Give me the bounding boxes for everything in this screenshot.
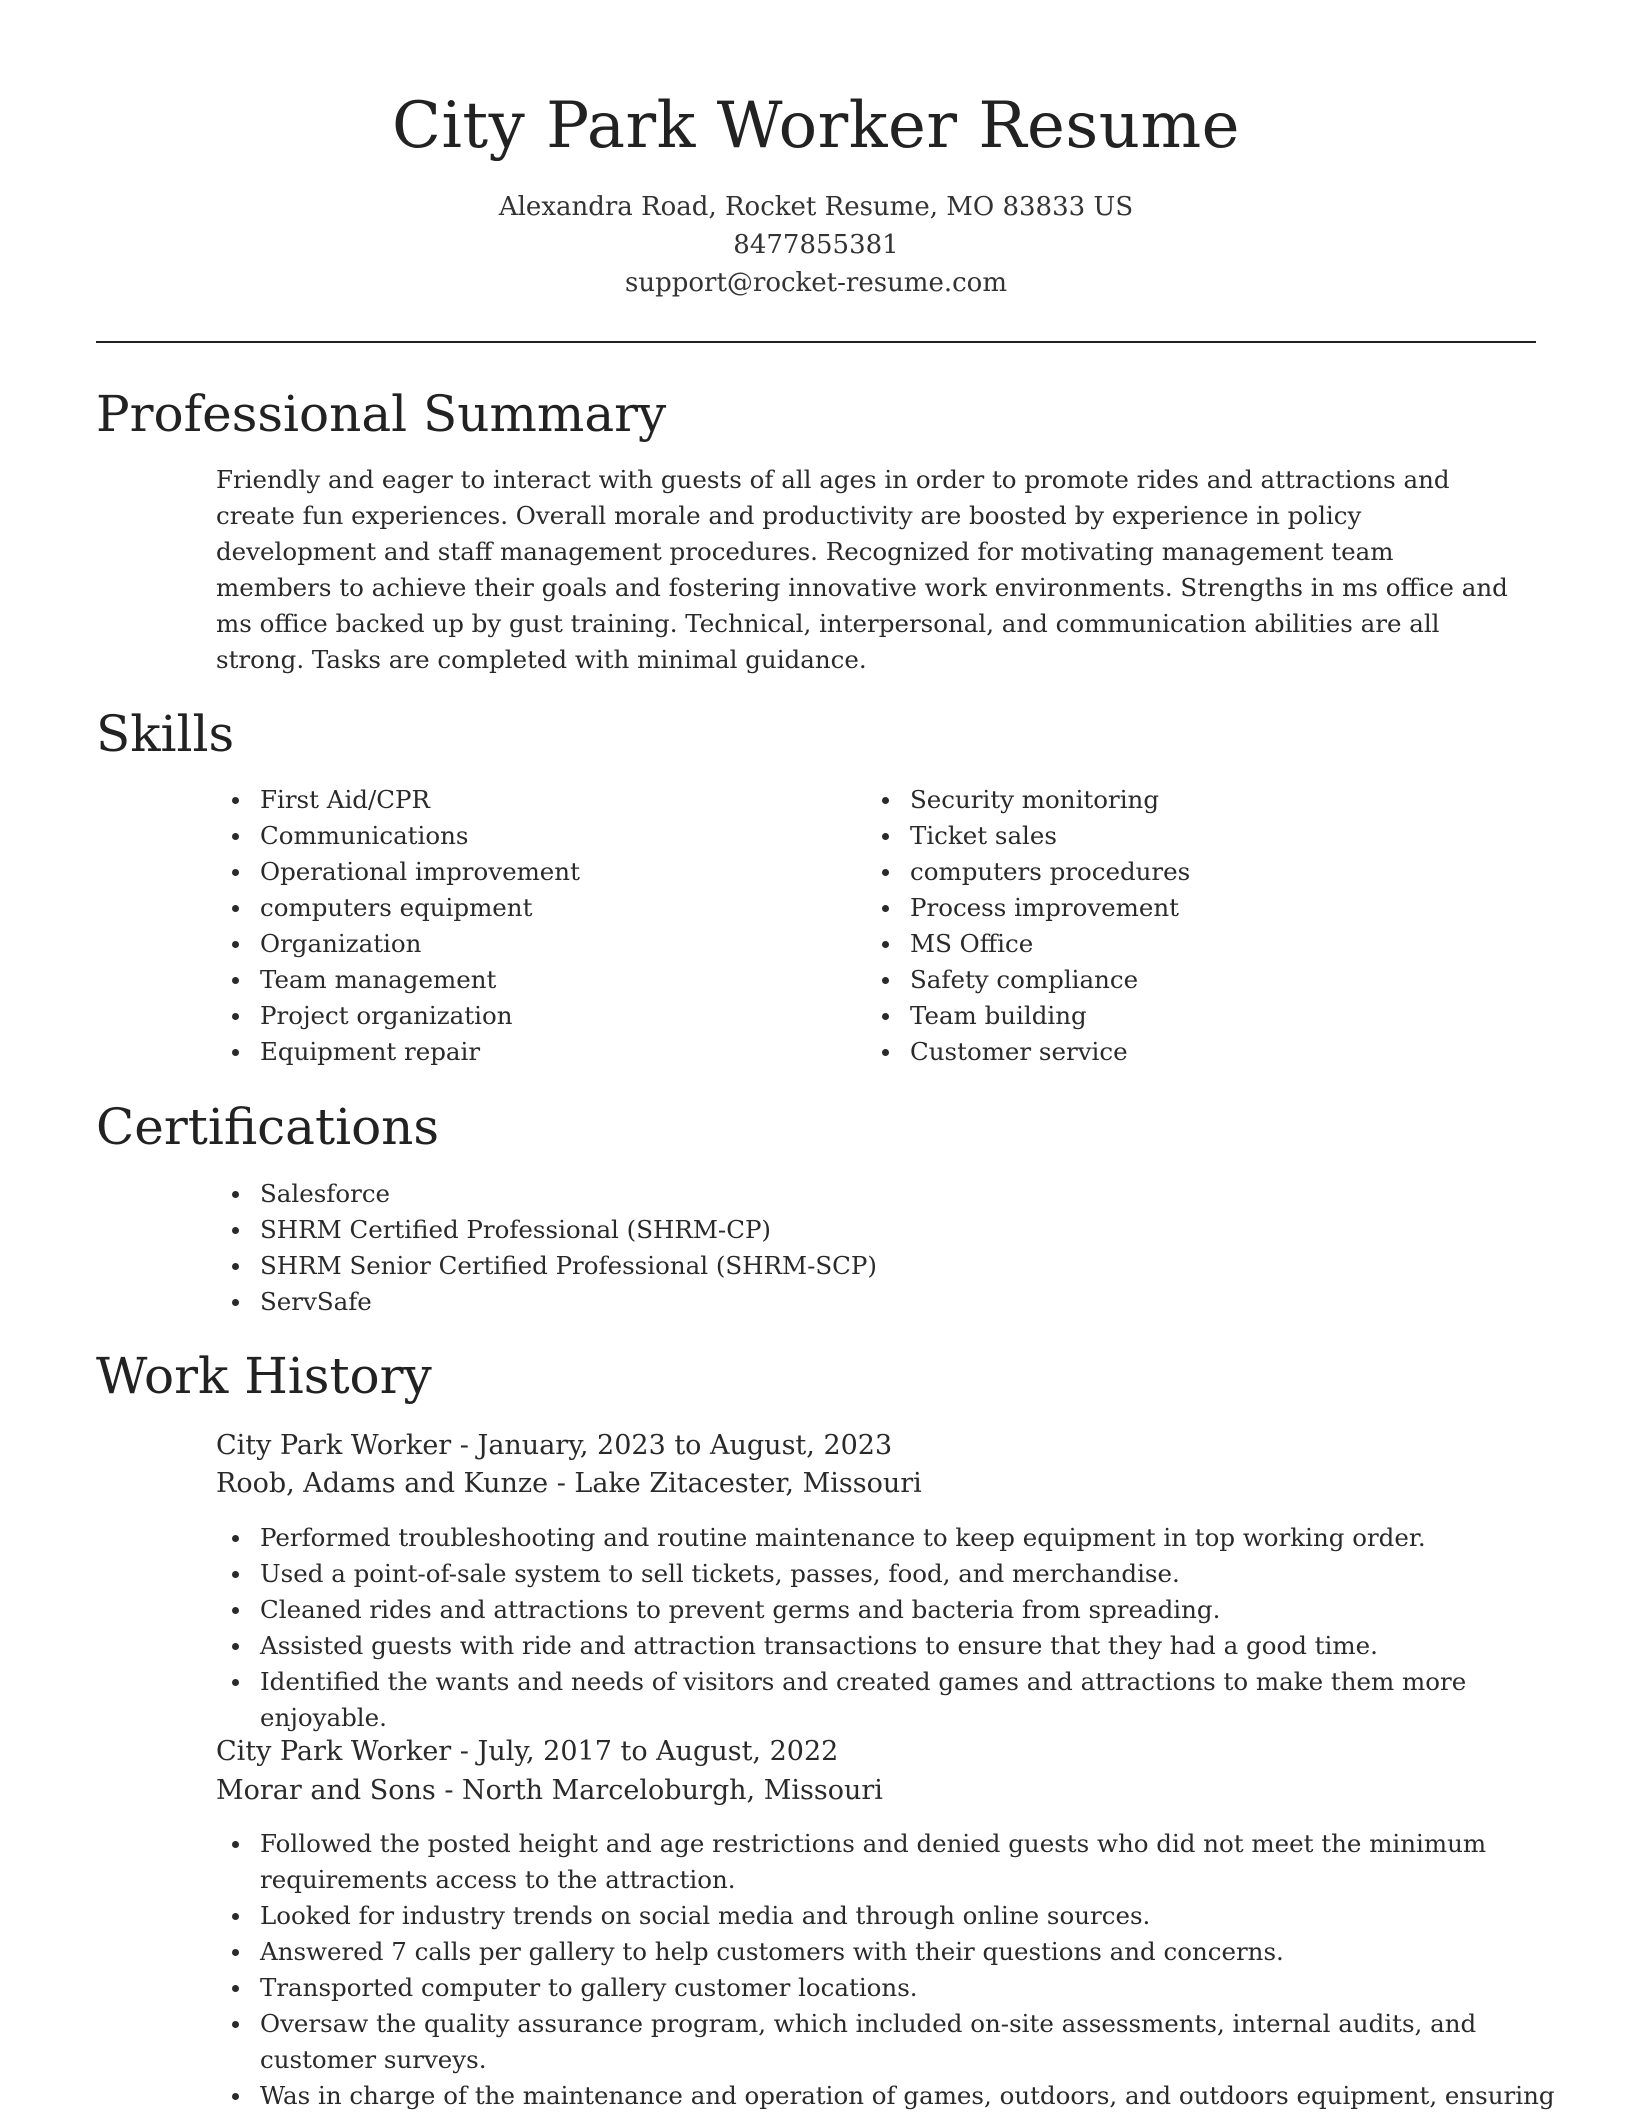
work-history-heading: Work History bbox=[96, 1347, 432, 1405]
skill-item: computers equipment bbox=[216, 890, 816, 926]
summary-heading: Professional Summary bbox=[96, 385, 667, 443]
skill-item: MS Office bbox=[866, 926, 1466, 962]
certification-item: ServSafe bbox=[216, 1284, 1516, 1320]
skill-item: Team management bbox=[216, 962, 816, 998]
job-bullet: Looked for industry trends on social media and through online sources. bbox=[216, 1898, 1556, 1934]
skill-item: Project organization bbox=[216, 998, 816, 1034]
certifications-list bbox=[216, 1176, 1516, 1320]
header-divider bbox=[96, 341, 1536, 343]
skill-item: Process improvement bbox=[866, 890, 1466, 926]
skill-item: Equipment repair bbox=[216, 1034, 816, 1070]
contact-email: support@rocket-resume.com bbox=[624, 268, 1007, 298]
skill-item: computers procedures bbox=[866, 854, 1466, 890]
contact-address: Alexandra Road, Rocket Resume, MO 83833 US bbox=[498, 192, 1134, 222]
skills-heading: Skills bbox=[96, 705, 235, 763]
job-title-line: City Park Worker - July, 2017 to August, 2022 bbox=[216, 1736, 839, 1767]
job-bullets bbox=[216, 1826, 1556, 2112]
job-bullet: Transported computer to gallery customer locations. bbox=[216, 1970, 1556, 2006]
contact-phone: 8477855381 bbox=[733, 230, 899, 260]
job-company-line: Roob, Adams and Kunze - Lake Zitacester, Missouri bbox=[216, 1468, 922, 1499]
resume-title: City Park Worker Resume bbox=[391, 89, 1241, 163]
contact-block bbox=[0, 188, 1632, 302]
job-bullets bbox=[216, 1520, 1556, 1736]
skill-item: Safety compliance bbox=[866, 962, 1466, 998]
skills-list-left bbox=[216, 782, 816, 1070]
job-bullet: Identified the wants and needs of visitors and created games and attractions to make them more enjoyable. bbox=[216, 1664, 1556, 1736]
skill-item: Operational improvement bbox=[216, 854, 816, 890]
skill-item: Organization bbox=[216, 926, 816, 962]
skill-item: First Aid/CPR bbox=[216, 782, 816, 818]
job-bullet: Oversaw the quality assurance program, which included on-site assessments, internal audits, and customer surveys. bbox=[216, 2006, 1556, 2078]
certification-item: SHRM Senior Certified Professional (SHRM-SCP) bbox=[216, 1248, 1516, 1284]
job-bullet: Cleaned rides and attractions to prevent germs and bacteria from spreading. bbox=[216, 1592, 1556, 1628]
job-bullet: Performed troubleshooting and routine maintenance to keep equipment in top working order. bbox=[216, 1520, 1556, 1556]
skill-item: Customer service bbox=[866, 1034, 1466, 1070]
skill-item: Security monitoring bbox=[866, 782, 1466, 818]
certification-item: SHRM Certified Professional (SHRM-CP) bbox=[216, 1212, 1516, 1248]
certifications-heading: Certifications bbox=[96, 1098, 440, 1156]
certification-item: Salesforce bbox=[216, 1176, 1516, 1212]
skill-item: Team building bbox=[866, 998, 1466, 1034]
job-bullet: Used a point-of-sale system to sell tickets, passes, food, and merchandise. bbox=[216, 1556, 1556, 1592]
job-company-line: Morar and Sons - North Marceloburgh, Missouri bbox=[216, 1775, 883, 1806]
resume-header bbox=[0, 0, 1632, 302]
job-bullet: Followed the posted height and age restrictions and denied guests who did not meet the minimum requirements access to the attraction. bbox=[216, 1826, 1556, 1898]
skill-item: Communications bbox=[216, 818, 816, 854]
job-title-line: City Park Worker - January, 2023 to August, 2023 bbox=[216, 1430, 893, 1461]
skill-item: Ticket sales bbox=[866, 818, 1466, 854]
job-bullet: Assisted guests with ride and attraction transactions to ensure that they had a good time. bbox=[216, 1628, 1556, 1664]
job-bullet: Answered 7 calls per gallery to help customers with their questions and concerns. bbox=[216, 1934, 1556, 1970]
job-bullet: Was in charge of the maintenance and operation of games, outdoors, and outdoors equipment, ensuring bbox=[216, 2078, 1556, 2112]
summary-text: Friendly and eager to interact with guests of all ages in order to promote rides and attractions and create fun experiences. Overall morale and productivity are boosted by experience in policy development and staff management procedures. Recognized for motivating management team members to achieve their goals and fostering innovative work environments. Strengths in ms office and ms office backed up by gust training. Technical, interpersonal, and communication abilities are all strong. Tasks are completed with minimal guidance. bbox=[216, 465, 1508, 674]
skills-list-right bbox=[866, 782, 1466, 1070]
